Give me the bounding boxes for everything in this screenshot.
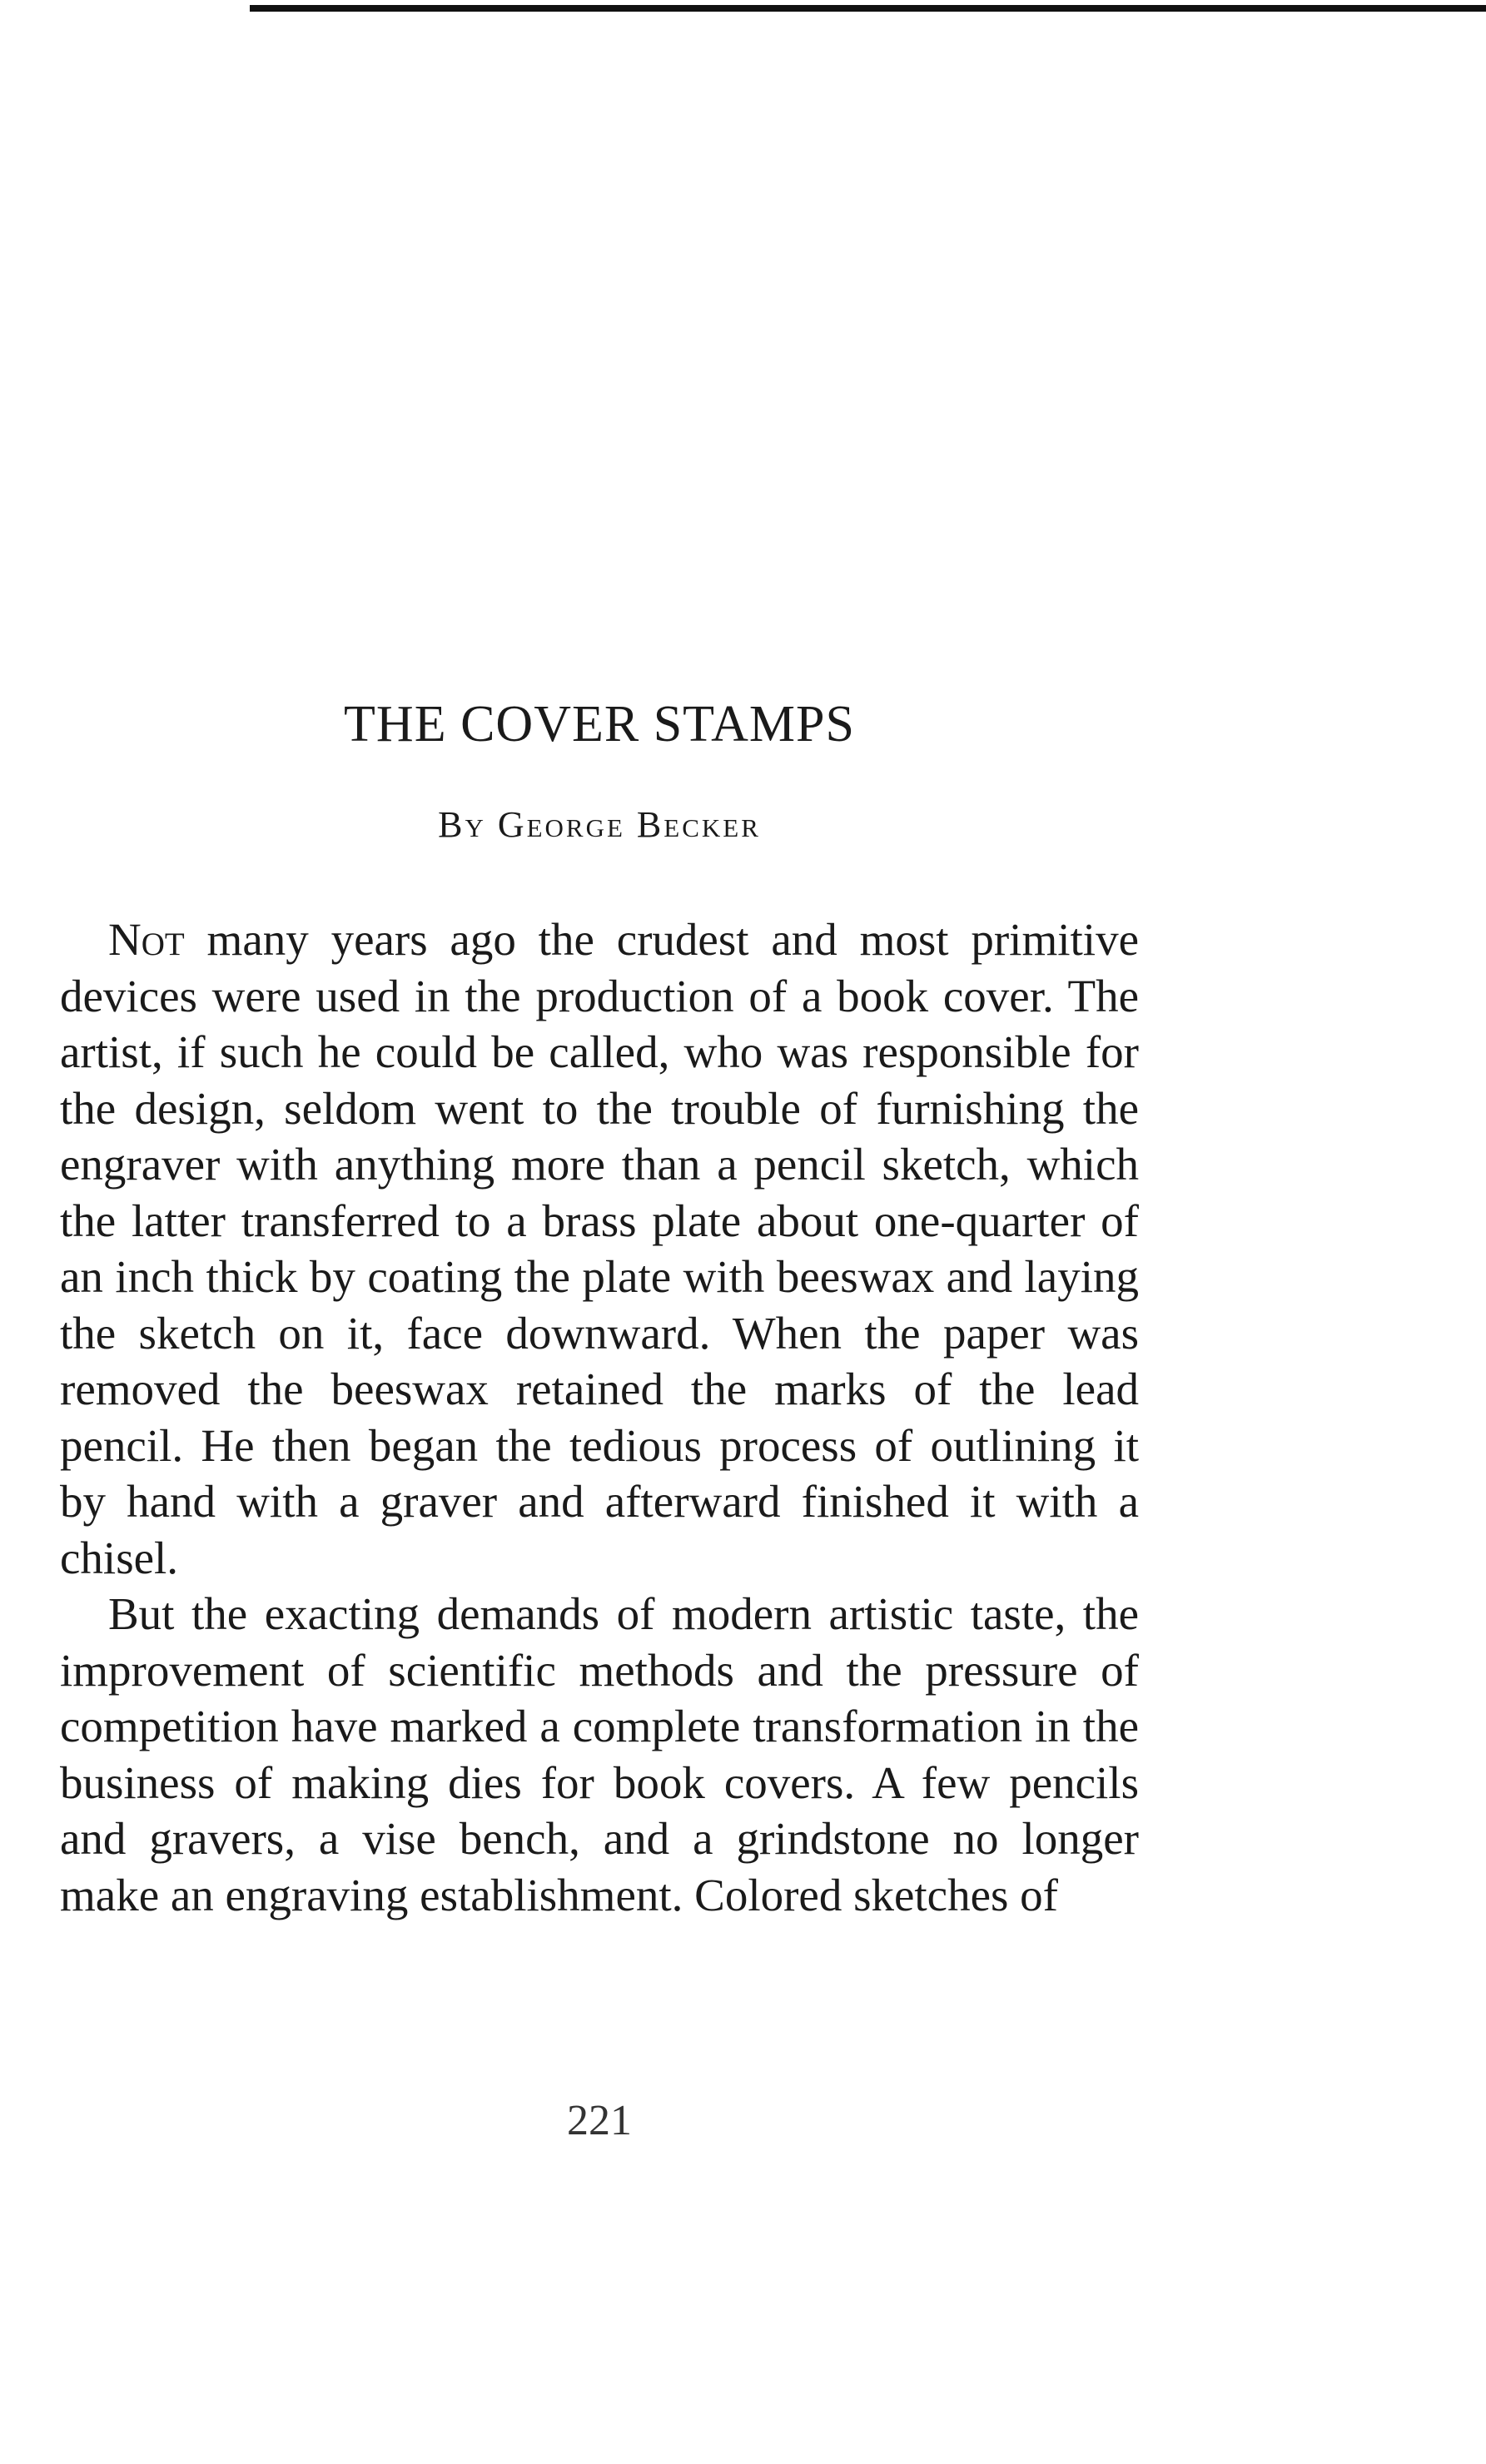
top-rule — [250, 5, 1486, 12]
article-title: THE COVER STAMPS — [344, 696, 855, 753]
article-body — [60, 912, 1139, 1923]
paragraph-1 — [60, 912, 1139, 1586]
page-number: 221 — [567, 2097, 632, 2144]
paragraph-2: But the exacting demands of modern artistic taste, the improvement of scientific methods and the pressure of competition have marked a complete transformation in the business of making dies for book covers. A few pencils and gravers, a vise bench, and a grindstone no longer make an engraving establishment. Colored sketches of — [60, 1588, 1139, 1920]
article-byline: By George Becker — [438, 804, 761, 845]
lead-word: Not — [108, 914, 185, 965]
paragraph-1-text: many years ago the crudest and most primitive devices were used in the production of a book cover. The artist, if such he could be called, who was responsible for the design, seldom went to the trouble of furnishing the engraver with anything more than a pencil sketch, which the latter transferred to a brass plate about one-quarter of an inch thick by coating the plate with beeswax and laying the sketch on it, face downward. When the paper was removed the beeswax retained the marks of the lead pencil. He then began the tedious process of outlining it by hand with a graver and afterward finished it with a chisel. — [60, 914, 1139, 1583]
